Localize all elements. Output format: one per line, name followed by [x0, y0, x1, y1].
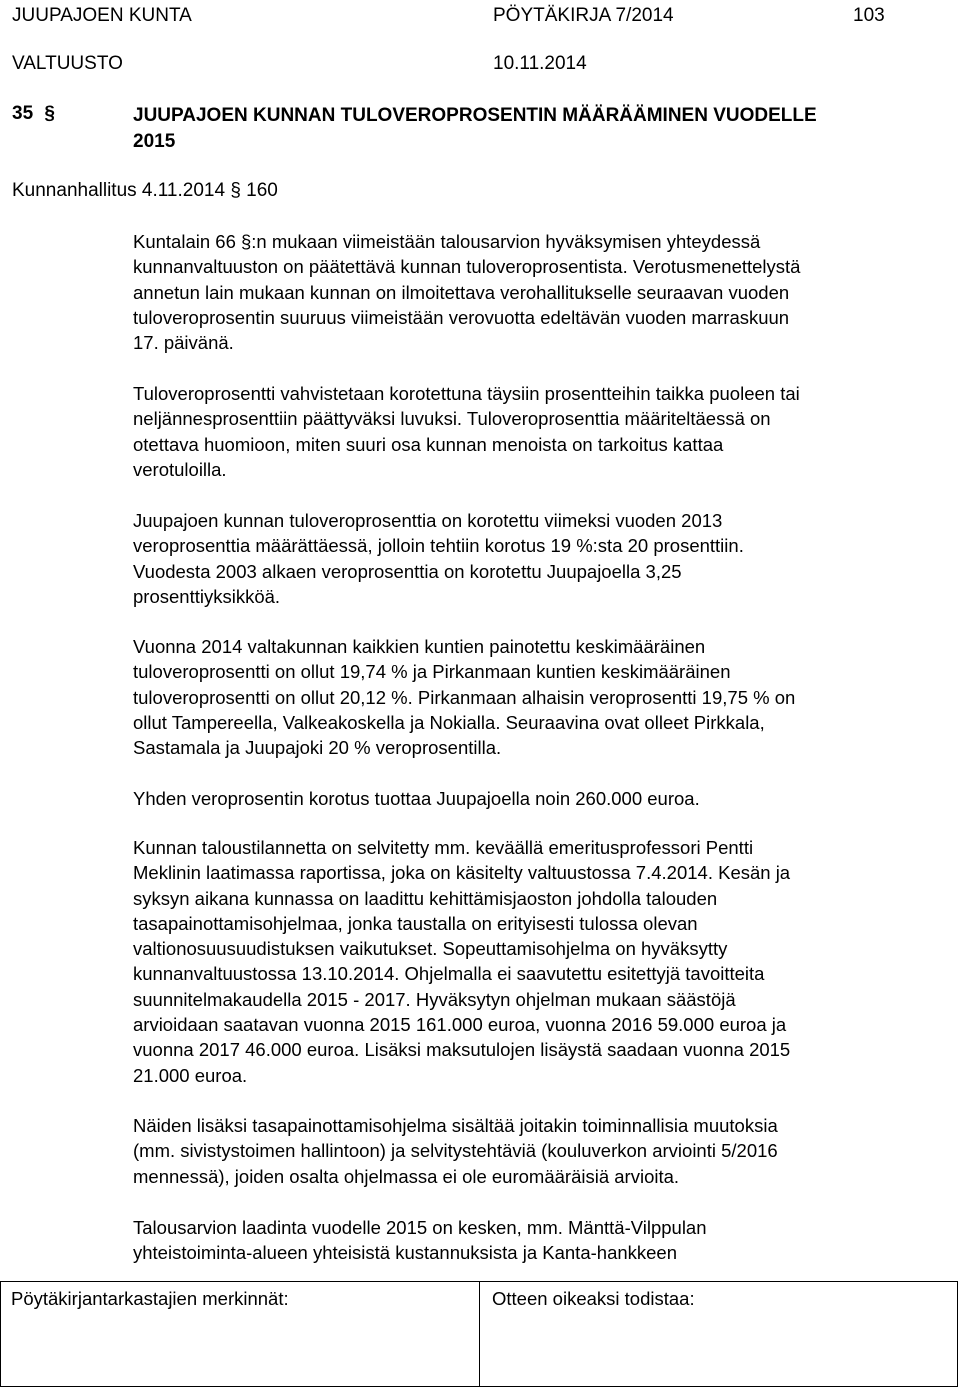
certified-copy-label: Otteen oikeaksi todistaa:: [492, 1288, 695, 1309]
paragraph-line: annetun lain mukaan kunnan on ilmoitettava verohallitukselle seuraavan vuoden: [133, 281, 790, 303]
paragraph-line: Talousarvion laadinta vuodelle 2015 on kesken, mm. Mänttä-Vilppulan: [133, 1217, 707, 1238]
section-number-value: 35: [12, 103, 34, 124]
paragraph-line: mennessä), joiden osalta ohjelmassa ei ole euromääräisiä arvioita.: [133, 1165, 680, 1187]
paragraph-line: otettava huomioon, miten suuri osa kunnan menoista on tarkoitus kattaa: [133, 433, 724, 455]
meeting-body: VALTUUSTO: [12, 53, 123, 74]
paragraph-line: Sastamala ja Juupajoki 20 % veroprosentilla.: [133, 737, 502, 759]
paragraph-line: neljännesprosenttiin päättyväksi luvuksi. Tuloveroprosenttia määriteltäessä on: [133, 408, 771, 430]
footer-signature-box: [0, 1281, 958, 1387]
paragraph-line: kunnanvaltuustossa 13.10.2014. Ohjelmalla ei saavutettu esitettyjä tavoitteita: [133, 963, 765, 985]
paragraph: [133, 786, 923, 811]
paragraph: [133, 1215, 923, 1266]
paragraph-line: arvioidaan saatavan vuonna 2015 161.000 euroa, vuonna 2016 59.000 euroa ja: [133, 1014, 787, 1036]
document-type: PÖYTÄKIRJA 7/2014: [493, 5, 674, 26]
section-sign: §: [44, 103, 55, 124]
footer-divider: [479, 1282, 480, 1386]
paragraph-line: (mm. sivistystoimen hallintoon) ja selvitystehtäviä (kouluverkon arviointi 5/2016: [133, 1140, 778, 1162]
paragraph-line: tuloveroprosentin suuruus viimeistään verovuotta edeltävän vuoden marraskuun: [133, 306, 790, 328]
paragraph-line: 21.000 euroa.: [133, 1064, 248, 1086]
paragraph-line: Tuloveroprosentti vahvistetaan korotettuna täysiin prosentteihin taikka puoleen tai: [133, 383, 800, 404]
section-number: [12, 103, 55, 125]
paragraph: [133, 835, 923, 1088]
paragraph: [133, 381, 923, 482]
paragraph-line: Juupajoen kunnan tuloveroprosenttia on korotettu viimeksi vuoden 2013: [133, 510, 723, 531]
section-title-line: JUUPAJOEN KUNNAN TULOVEROPROSENTIN MÄÄRÄÄMINEN VUODELLE: [133, 105, 817, 126]
paragraph: [133, 508, 923, 609]
paragraph-line: Vuonna 2014 valtakunnan kaikkien kuntien painotettu keskimääräinen: [133, 636, 706, 657]
paragraph-line: Kuntalain 66 §:n mukaan viimeistään talousarvion hyväksymisen yhteydessä: [133, 231, 761, 252]
paragraph-line: Vuodesta 2003 alkaen veroprosenttia on korotettu Juupajoella 3,25: [133, 560, 682, 582]
paragraph-line: tuloveroprosentti on ollut 20,12 %. Pirkanmaan alhaisin veroprosentti 19,75 % on: [133, 686, 796, 708]
paragraph-line: Yhden veroprosentin korotus tuottaa Juupajoella noin 260.000 euroa.: [133, 788, 700, 809]
paragraph-line: ollut Tampereella, Valkeakoskella ja Nokialla. Seuraavina ovat olleet Pirkkala,: [133, 711, 765, 733]
municipality-name: JUUPAJOEN KUNTA: [12, 5, 192, 26]
paragraph-line: tuloveroprosentti on ollut 19,74 % ja Pirkanmaan kuntien keskimääräinen: [133, 661, 731, 683]
paragraph: [133, 1113, 923, 1189]
paragraph-line: syksyn aikana kunnassa on laadittu kehittämisjaoston johdolla talouden: [133, 887, 718, 909]
paragraph-line: vuonna 2017 46.000 euroa. Lisäksi maksutulojen lisäystä saadaan vuonna 2015: [133, 1039, 791, 1061]
board-reference: Kunnanhallitus 4.11.2014 § 160: [12, 180, 278, 201]
paragraph-line: kunnanvaltuuston on päätettävä kunnan tuloveroprosentista. Verotusmenettelystä: [133, 256, 801, 278]
section-title: [133, 103, 817, 155]
paragraph-line: 17. päivänä.: [133, 332, 234, 354]
paragraph-line: suunnitelmakaudella 2015 - 2017. Hyväksytyn ohjelman mukaan säästöjä: [133, 988, 736, 1010]
page-number: 103: [853, 5, 885, 26]
paragraph-line: verotuloilla.: [133, 458, 227, 480]
paragraph-line: Kunnan taloustilannetta on selvitetty mm. keväällä emeritusprofessori Pentti: [133, 837, 754, 858]
reviewers-notes-label: Pöytäkirjantarkastajien merkinnät:: [11, 1288, 289, 1309]
paragraph-line: valtionosuusuudistuksen vaikutukset. Sopeuttamisohjelma on hyväksytty: [133, 938, 728, 960]
paragraph-line: yhteistoiminta-alueen yhteisistä kustannuksista ja Kanta-hankkeen: [133, 1242, 678, 1264]
paragraph-line: Näiden lisäksi tasapainottamisohjelma sisältää joitakin toiminnallisia muutoksia: [133, 1115, 778, 1136]
paragraph-line: tasapainottamisohjelmaa, jonka taustalla on erityisesti tulossa olevan: [133, 912, 698, 934]
section-title-line: 2015: [133, 131, 176, 152]
paragraph-line: Meklinin laatimassa raportissa, joka on käsitelty valtuustossa 7.4.2014. Kesän ja: [133, 862, 791, 884]
meeting-date: 10.11.2014: [493, 53, 587, 74]
paragraph: [133, 634, 923, 760]
paragraph-line: veroprosenttia määrättäessä, jolloin tehtiin korotus 19 %:sta 20 prosenttiin.: [133, 535, 744, 557]
paragraph-line: prosenttiyksikköä.: [133, 585, 281, 607]
paragraph: [133, 229, 923, 355]
